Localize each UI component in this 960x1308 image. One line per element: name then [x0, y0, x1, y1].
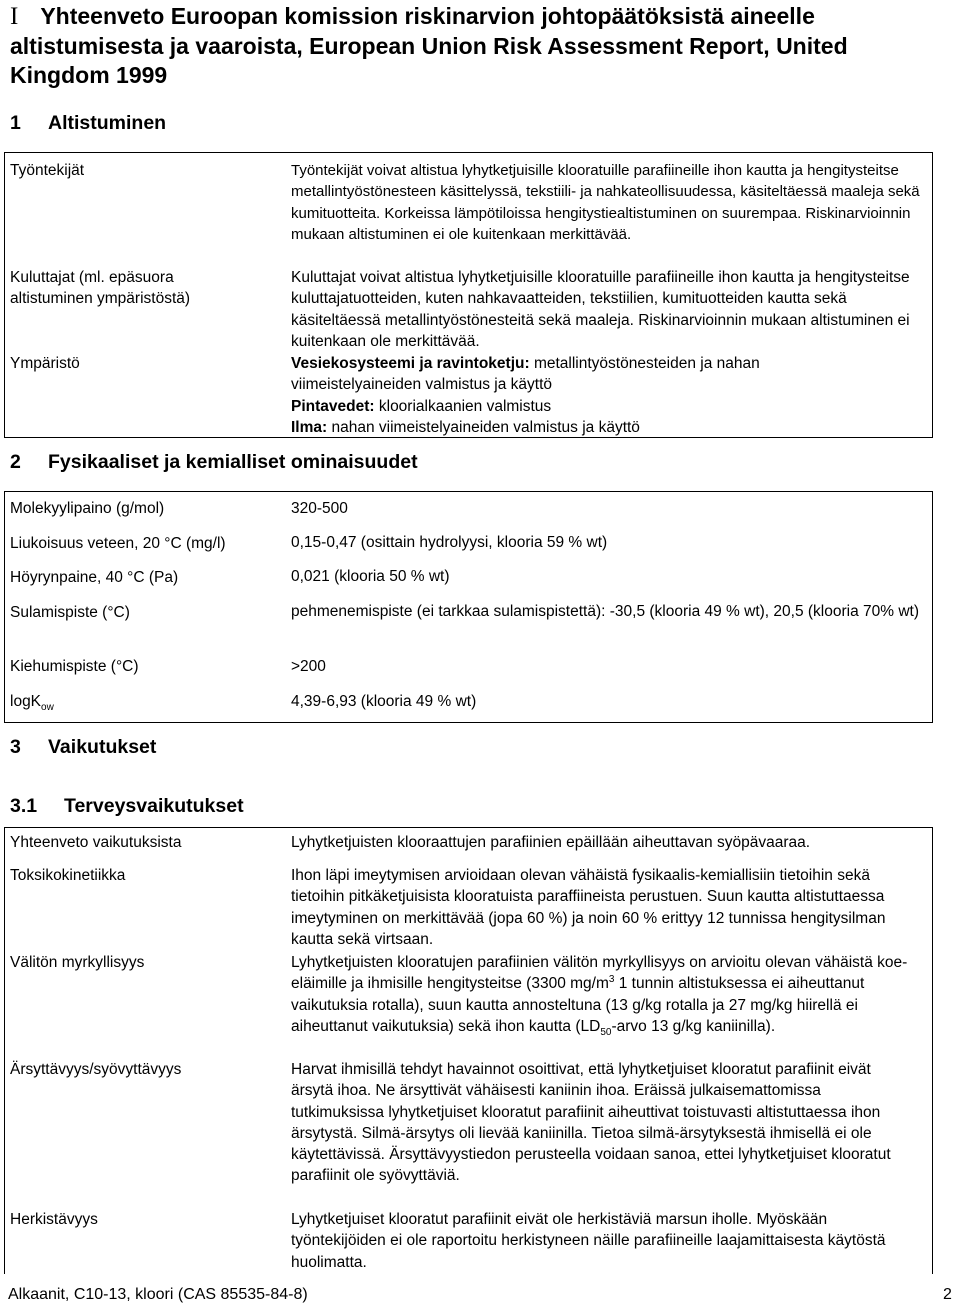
- page-number: 2: [943, 1286, 952, 1303]
- effect-text: Lyhytketjuisten klooraattujen parafiinien epäillään aiheuttavan syöpävaaraa.: [291, 834, 811, 851]
- section-3-1-heading: 3.1 Terveysvaikutukset: [10, 795, 244, 817]
- property-label: Höyrynpaine, 40 °C (Pa): [10, 569, 179, 586]
- exposure-label-consumers: Kuluttajat (ml. epäsuora altistuminen ympäristöstä): [10, 269, 191, 307]
- property-value: 4,39-6,93 (klooria 49 % wt): [291, 693, 477, 710]
- effect-text: Harvat ihmisillä tehdyt havainnot osoittivat, että lyhytketjuiset klooratut parafiinit eivät ärsytä ihoa. Ne ärsyttivät vähäisesti kaniinin ihoa. Eräissä julkaisemattomissa tutkimuksissa lyhytketjuiset klooratut parafiinit aiheuttivat toistuvasti altistuttaessa ihon ärsytystä. Silmä-ärsytys oli lievää kaniinilla. Tietoa silmä-ärsytyksestä ihmisellä ei ole käytettävissä. Ärsyttävyystiedon perusteella voidaan sanoa, ettei lyhytketjuiset klooratut parafiinit ole syövyttäviä.: [291, 1061, 891, 1185]
- property-value: 320-500: [291, 500, 348, 517]
- effect-label: Toksikokinetiikka: [10, 867, 126, 884]
- effect-text: Ihon läpi imeytymisen arvioidaan olevan vähäistä fysikaalis-kemiallisiin tietoihin sekä tietoihin pitkäketjuisista klooratuista paraffiineista perustuen. Suun kautta altistuttaessa imeytyminen on merkittävää (jopa 60 %) ja noin 60 % erittyy 12 tunnissa hengitysilman kautta sekä virtsaan.: [291, 867, 886, 948]
- effect-label: Välitön myrkyllisyys: [10, 954, 145, 971]
- exposure-label-workers: Työntekijät: [10, 162, 85, 179]
- footer-text: Alkaanit, C10-13, kloori (CAS 85535-84-8): [8, 1286, 308, 1303]
- property-label-logkow: logK$_{ow}$: [10, 693, 54, 714]
- exposure-text-environment: Vesiekosysteemi ja ravintoketju: metallintyöstönesteiden ja nahan viimeistelyaineiden valmistus ja käyttö Pintavedet: kloorialkaanien valmistus Ilma: nahan viimeistelyaineiden valmistus ja käyttö: [291, 355, 760, 436]
- property-label: Liukoisuus veteen, 20 °C (mg/l): [10, 535, 226, 552]
- property-value: 0,15-0,47 (osittain hydrolyysi, klooria 59 % wt): [291, 534, 608, 551]
- title-text: Yhteenveto Euroopan komission riskinarvion johtopäätöksistä aineelle altistumisesta ja vaaroista, European Union Risk Assessment Report, United Kingdom 1999: [10, 3, 848, 88]
- exposure-label-environment: Ympäristö: [10, 355, 80, 372]
- section-2-heading: 2 Fysikaaliset ja kemialliset ominaisuudet: [10, 451, 418, 473]
- property-value: 0,021 (klooria 50 % wt): [291, 568, 450, 585]
- property-label: Sulamispiste (°C): [10, 604, 130, 621]
- effect-label: Ärsyttävyys/syövyttävyys: [10, 1061, 182, 1078]
- section-1-heading: 1 Altistuminen: [10, 112, 167, 134]
- exposure-text-consumers: Kuluttajat voivat altistua lyhytketjuisille klooratuille parafiineille ihon kautta ja hengitysteitse kuluttajatuotteiden, kuten nahkavaatteiden, tekstiilien, kumituotteiden kautta sekä käsiteltäessä metallintyöstönesteitä sekä maaleja. Riskinarvioinnin mukaan altistuminen ei kuitenkaan ole merkittävää.: [291, 269, 910, 350]
- property-value: >200: [291, 658, 326, 675]
- effect-text-acute-toxicity: Lyhytketjuisten klooratujen parafiinien välitön myrkyllisyys on arvioitu olevan vähäistä koe-eläimille ja ihmisille hengitysteitse (3300 $mg/m^3$ 1 tunnin altistuksessa ei aiheuttanut vaikutuksia rotalla), suun kautta annosteltuna (13 g/kg rotalla ja 27 mg/kg hiirellä ei aiheuttanut vaikutuksia) sekä ihon kautta ($LD_{50}$-arvo 13 g/kg kaniinilla).: [291, 954, 908, 1038]
- title-roman-numeral: I: [10, 3, 19, 30]
- effect-label: Herkistävyys: [10, 1211, 98, 1228]
- property-value: pehmenemispiste (ei tarkkaa sulamispistettä): -30,5 (klooria 49 % wt), 20,5 (klooria 70% wt): [291, 603, 920, 620]
- exposure-text-workers: Työntekijät voivat altistua lyhytketjuisille klooratuille parafiineille ihon kautta ja hengitysteitse metallintyöstönesteen käsittelyssä, tekstiili- ja nahkateollisuudessa, käsiteltäessä maaleja sekä kumituotteita. Korkeissa lämpötiloissa hengitystiealtistuminen on suurempaa. Riskinarvioinnin mukaan altistuminen ei ole kuitenkaan merkittävää.: [291, 162, 920, 243]
- document-title: [10, 2, 950, 91]
- effect-label: Yhteenveto vaikutuksista: [10, 834, 182, 851]
- section-3-heading: 3 Vaikutukset: [10, 736, 157, 758]
- property-label: Kiehumispiste (°C): [10, 658, 139, 675]
- property-label: Molekyylipaino (g/mol): [10, 500, 165, 517]
- effect-text: Lyhytketjuiset klooratut parafiinit eivät ole herkistäviä marsun iholle. Myöskään työntekijöiden ei ole raportoitu herkistyneen näille parafiineille laajamittaisesta käytöstä huolimatta.: [291, 1211, 886, 1271]
